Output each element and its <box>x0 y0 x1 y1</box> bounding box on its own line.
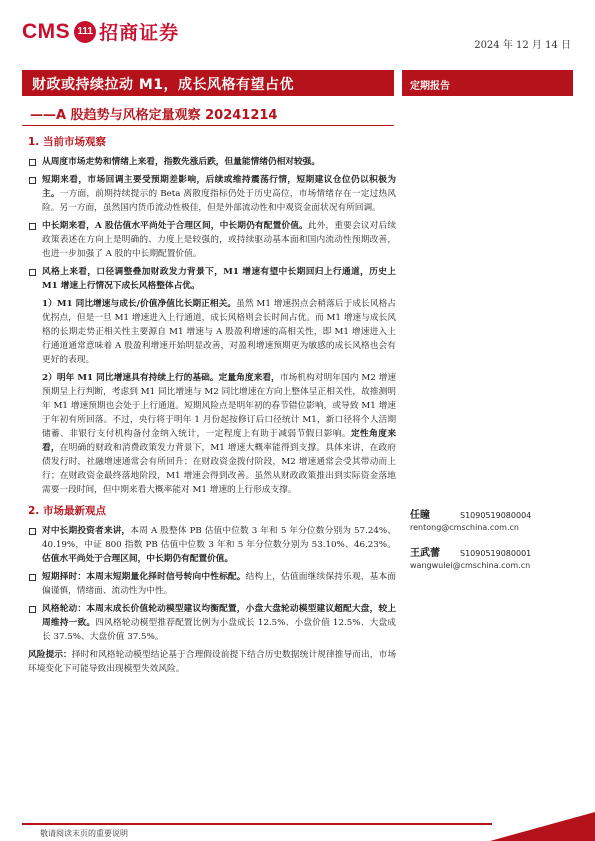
risk-label: 风险提示： <box>28 650 72 660</box>
bullet-bold-text: 短期来看，市场回调主要受预期差影响，后续或维持震荡行情，短期建议仓位仍以积极为主。 <box>42 175 396 199</box>
paragraph-bold-text: 定性角度来看， <box>42 429 397 453</box>
paragraph-bold-text: 2）明年 M1 同比增速具有持续上行的基础。 <box>42 373 219 383</box>
bullet-long-term <box>28 219 396 261</box>
bullet-bold-text: 对中长期投资者来讲， <box>42 526 131 536</box>
analyst-email[interactable]: rentong@cmschina.com.cn <box>410 523 519 532</box>
logo-latin-text: CMS <box>22 19 71 43</box>
report-type-label: 定期报告 <box>410 81 450 92</box>
analyst-cert: S1090519080001 <box>460 549 532 558</box>
paragraph-body-text: 虽然 M1 增速拐点会稍落后于成长风格占优拐点，但是一旦 M1 增速进入上行通道，成长风格则会长时间占优。而 M1 增速与成长风格的长期走势正相关性主要源自 M1 增速与 A 股盈利增速的高相关性，即 M1 增速进入上行通道通常意味着 A 股盈利增速开始明显改善，对盈利增速预期更为敏感的成长风格也会有更好的表现。 <box>42 299 396 365</box>
paragraph-m1-correlation <box>42 297 396 367</box>
title-banner <box>22 70 394 96</box>
paragraph-body-text: 在明确的财政和消费政策发力背景下，M1 增速大概率能得到支撑。具体来讲，在政府债发行时，社融增速通常会有所回升；在财政资金拨付阶段，M2 增速通常会受其带动而上行；在财政资金最终落地阶段，M1 增速会得到改善。虽然从财政政策推出到实际资金落地需要一段时间，但中期来看大概率能对 M1 增速的上行形成支撑。 <box>42 443 397 495</box>
bullet-body-text: 四风格轮动模型推荐配置比例为小盘成长 12.5%、小盘价值 12.5%、大盘成长 37.5%、大盘价值 37.5%。 <box>42 618 396 642</box>
company-logo <box>22 18 179 45</box>
paragraph-m1-outlook <box>42 371 396 497</box>
bullet-body-text: 一方面，前期持续提示的 Beta 离散度指标仍处于历史高位，市场情绪存在一定过热风险。另一方面，虽然国内货币流动性极佳，但是外部流动性和中观资金面状况有所回调。 <box>42 189 396 213</box>
analyst-name: 任瞳 <box>410 510 430 521</box>
analyst-email[interactable]: wangwulei@cmschina.com.cn <box>410 561 531 570</box>
section-2-heading: 2. 市场最新观点 <box>28 505 106 517</box>
analyst-name: 王武蕾 <box>410 548 440 559</box>
main-content <box>28 134 396 676</box>
bullet-style <box>28 265 396 293</box>
bullet-bold-text: 风格轮动：本周末成长价值轮动模型建议均衡配置，小盘大盘轮动模型建议超配大盘，较上周维持一致。 <box>42 604 396 628</box>
section-1-heading: 1. 当前市场观察 <box>28 136 106 148</box>
bullet-long-term-investors <box>28 524 396 566</box>
bullet-body-text: 此外，重要会议对后续政策表述在方向上是明确的、力度上是较强的，或持续驱动基本面和国内流动性预期改善，也进一步加强了 A 股的中长期配置价值。 <box>42 221 397 259</box>
paragraph-bold-text: 定量角度来看， <box>218 373 280 383</box>
paragraph-body-text: 市场机构对明年国内 M2 增速预期呈上行判断，考虑到 M1 同比增速与 M2 同比增速在方向上整体呈正相关性，故推测明年 M1 增速预期也会处于上行通道。短期风险点是明年初的春节错位影响，或导致 M1 增速于年初有所回落。不过，央行将于明年 1 月份起按修订后口径统计 M1，新口径将个人活期储蓄、非银行支付机构备付金纳入统计，一定程度上有助于减弱节假日影响。 <box>42 373 397 439</box>
report-date: 2024 年 12 月 14 日 <box>474 40 571 51</box>
footer-disclaimer: 敬请阅读末页的重要说明 <box>40 829 128 838</box>
logo-chinese-text: 招商证券 <box>99 22 180 44</box>
bullet-body-text: 本周 A 股整体 PB 估值中位数 3 年和 5 年分位数分别为 57.24%、40.19%，中证 800 指数 PB 估值中位数 3 年和 5 年分位数分别为 53.10%、46.23%。 <box>42 526 396 550</box>
logo-mark-icon: 111 <box>74 21 96 43</box>
analyst-panel <box>410 506 575 582</box>
bullet-bold-text: 风格上来看，口径调整叠加财政发力背景下，M1 增速有望中长期回归上行通道，历史上 M1 增速上行情况下成长风格整体占优。 <box>42 267 396 291</box>
bullet-bold-text: 估值水平尚处于合理区间，中长期仍有配置价值。 <box>42 554 234 564</box>
report-subtitle: ——A 股趋势与风格定量观察 20241214 <box>30 108 278 123</box>
bullet-bold-text: 短期择时：本周末短期量化择时信号转向中性标配。 <box>42 572 246 582</box>
bullet-bold-text: 中长期来看，A 股估值水平尚处于合理区间，中长期仍有配置价值。 <box>42 221 308 231</box>
paragraph-bold-text: 1）M1 同比增速与成长/价值净值比长期正相关。 <box>42 299 237 309</box>
analyst-card <box>410 506 575 532</box>
bullet-style-rotation <box>28 602 396 644</box>
report-type-banner <box>402 70 573 96</box>
risk-warning <box>28 648 396 676</box>
bullet-timing <box>28 570 396 598</box>
bullet-short-term <box>28 173 396 215</box>
report-title: 财政或持续拉动 M1，成长风格有望占优 <box>32 77 295 93</box>
subtitle-divider <box>22 125 394 126</box>
bullet-bold-text: 从周度市场走势和情绪上来看，指数先涨后跌，但量能情绪仍相对较强。 <box>42 157 320 167</box>
analyst-cert: S1090519080004 <box>460 511 532 520</box>
footer-decoration <box>490 812 595 841</box>
risk-text: 择时和风格轮动模型结论基于合理假设前提下结合历史数据统计规律推导而出，市场环境变化下可能导致出现模型失效风险。 <box>28 650 397 674</box>
analyst-card <box>410 544 575 570</box>
bullet-body-text: 结构上，估值面继续保持乐观，基本面偏谨慎，情绪面、流动性为中性。 <box>42 572 397 596</box>
bullet-market-trend <box>28 155 396 169</box>
footer-divider <box>22 823 492 825</box>
page-header <box>0 0 595 64</box>
